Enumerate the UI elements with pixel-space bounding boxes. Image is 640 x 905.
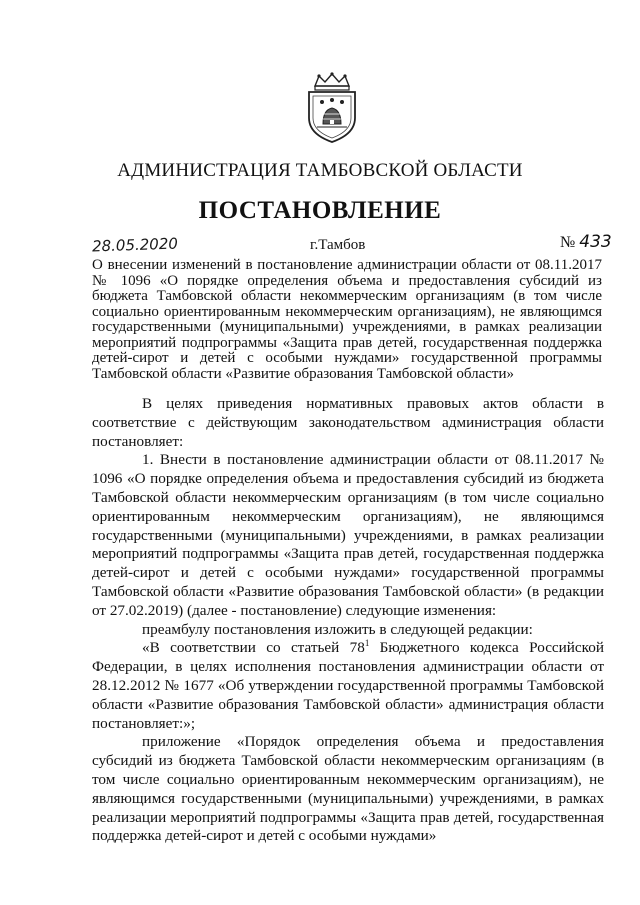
document-number (560, 232, 612, 252)
document-date: 28.05.2020 (91, 234, 179, 256)
number-sign: № (560, 234, 576, 251)
document-type: ПОСТАНОВЛЕНИЕ (198, 197, 442, 224)
paragraph-item-1: 1. Внести в постановление администрации области от 08.11.2017 № 1096 «О порядке определения объема и предоставления субсидий из бюджета Тамбовской области некоммерческим организациям (в том числе социально ориентированным некоммерческим организациям), не являющимся государственными (муниципальными) учреждениями, в рамках реализации мероприятий подпрограммы «Защита прав детей, государственная поддержка детей-сирот и детей с особыми нуждами» государственной программы Тамбовской области «Развитие образования Тамбовской области» (в редакции от 27.02.2019) (далее - постановление) следующие изменения: (92, 451, 604, 619)
document-body (92, 395, 604, 846)
paragraph-preamble: В целях приведения нормативных правовых актов области в соответствие с действующим законодательством администрация области постановляет: (92, 395, 604, 450)
paragraph-preamble-change: преамбулу постановления изложить в следующей редакции: (142, 620, 533, 638)
document-title: О внесении изменений в постановление администрации области от 08.11.2017 № 1096 «О порядке определения объема и предоставления субсидий из бюджета Тамбовской области некоммерческим организациям (в том числе социально ориентированным некоммерческим организациям), не являющимся государственными (муниципальными) учреждениями, в рамках реализации мероприятий подпрограммы «Защита прав детей, государственная поддержка детей-сирот и детей с особыми нуждами» государственной программы Тамбовской области «Развитие образования Тамбовской области» (92, 257, 602, 382)
paragraph-appendix-change: приложение «Порядок определения объема и предоставления субсидий из бюджета Тамбовской области некоммерческим организациям (в том числе социально ориентированным некоммерческим организациям), не являющимся государственными (муниципальными) учреждениями, в рамках реализации мероприятий подпрограммы «Защита прав детей, государственная поддержка детей-сирот и детей с особыми нуждами» (92, 733, 604, 845)
coat-of-arms-icon (301, 72, 363, 144)
organization-name: АДМИНИСТРАЦИЯ ТАМБОВСКОЙ ОБЛАСТИ (117, 160, 523, 181)
paragraph-new-preamble: «В соответствии со статьей $78^1$ Бюджетного кодекса Российской Федерации, в целях исполнения постановления администрации области от 28.12.2012 № 1677 «Об утверждении государственной программы Тамбовской области «Развитие образования Тамбовской области» администрация области постановляет:»; (92, 638, 604, 732)
document-city: г.Тамбов (310, 237, 366, 253)
number-value: 433 (579, 232, 612, 252)
